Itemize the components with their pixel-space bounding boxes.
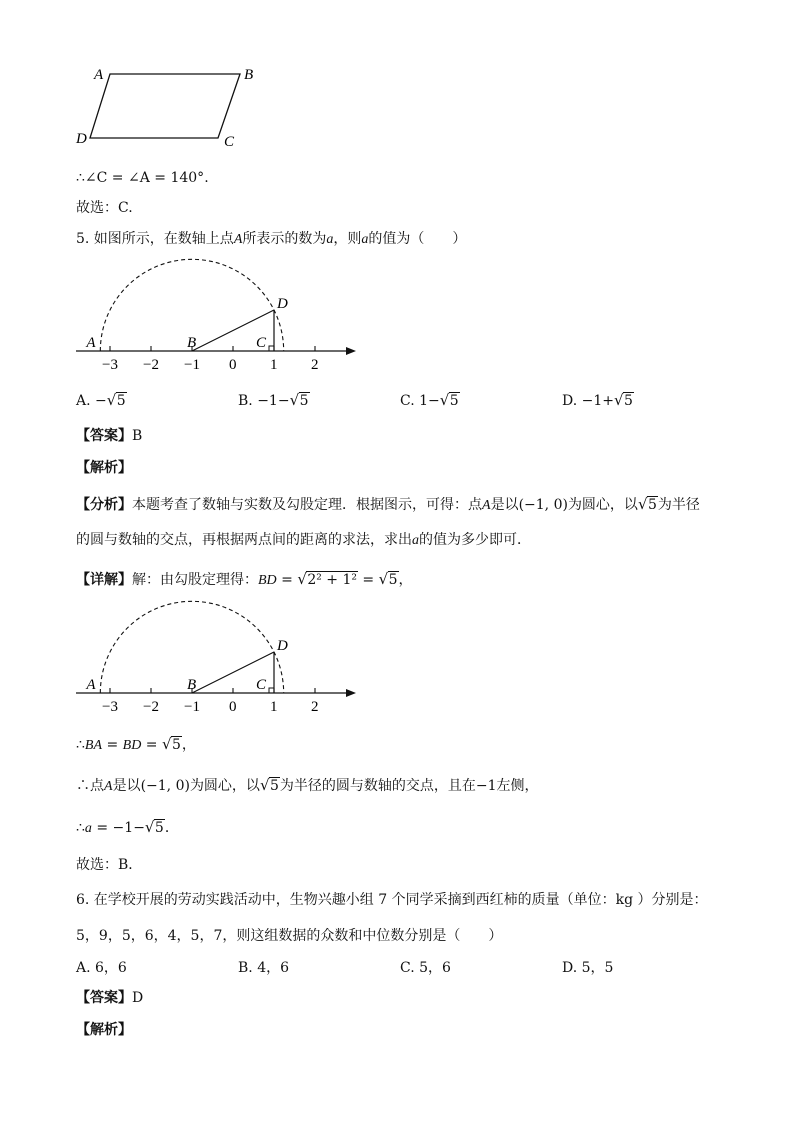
numberline-figure-2 (70, 597, 370, 717)
angle-line: ∴∠C = ∠A = 140°. (76, 170, 209, 186)
right-angle-mark (269, 688, 274, 693)
tick-label: 0 (229, 357, 237, 373)
label-d: D (76, 131, 87, 147)
tick-label: −2 (143, 699, 159, 715)
q5-stem: 5. 如图所示，在数轴上点A所表示的数为a，则a的值为（ ） (76, 231, 467, 247)
q5-fenxi-line2: 的圆与数轴的交点，再根据两点间的距离的求法，求出a的值为多少即可． (76, 532, 531, 548)
q5-option-c[interactable]: C. 1−√ 5 (400, 391, 460, 411)
point-label: B (187, 335, 197, 351)
tick-label: −1 (184, 699, 200, 715)
tick-label: −3 (102, 357, 118, 373)
tick-label: −3 (102, 699, 118, 715)
axis-arrow (346, 689, 356, 697)
q6-analysis-tag: 【解析】 (76, 1022, 132, 1038)
label-b: B (244, 67, 254, 83)
q5-option-d[interactable]: D. −1+√ 5 (562, 391, 634, 411)
label-c: C (224, 134, 235, 150)
axis-arrow (346, 347, 356, 355)
q4-choice: 故选：C. (76, 200, 133, 216)
q6-option-c[interactable]: C. 5，6 (400, 960, 451, 976)
q5-answer: 【答案】B (76, 428, 143, 444)
tick-label: −1 (184, 357, 200, 373)
q6-option-d[interactable]: D. 5，5 (562, 960, 614, 976)
tick-label: 1 (270, 699, 278, 715)
q6-answer: 【答案】D (76, 990, 144, 1006)
q5-step-3: ∴a = −1−√ 5． (76, 818, 179, 839)
label-a: A (94, 67, 104, 83)
q5-step-2: ∴点A是以(−1, 0)为圆心，以√ 5为半径的圆与数轴的交点，且在−1左侧， (76, 776, 539, 797)
tick-label: 0 (229, 699, 237, 715)
tick-label: 2 (311, 699, 319, 715)
point-label: A (86, 677, 96, 693)
point-label: D (277, 638, 288, 654)
q5-option-a[interactable]: A. −√ 5 (76, 391, 127, 411)
point-label: B (187, 677, 197, 693)
q5-option-b[interactable]: B. −1−√ 5 (238, 391, 310, 411)
point-label: C (256, 677, 267, 693)
point-label: C (256, 335, 267, 351)
q5-detail: 【详解】解：由勾股定理得：BD = √ 2² + 1² = √ 5， (76, 570, 413, 591)
q6-option-b[interactable]: B. 4，6 (238, 960, 290, 976)
q5-fenxi-line1: 【分析】本题考查了数轴与实数及勾股定理．根据图示，可得：点A是以(−1, 0)为圆心，以√ 5为半径 (76, 495, 700, 516)
parallelogram-figure (70, 60, 280, 155)
point-label: D (277, 296, 288, 312)
q5-analysis-tag: 【解析】 (76, 460, 132, 476)
q6-stem-line1: 6. 在学校开展的劳动实践活动中，生物兴趣小组 7 个同学采摘到西红柿的质量（单位：kg ）分别是： (76, 892, 708, 908)
point-label: A (86, 335, 96, 351)
q5-choice: 故选：B． (76, 857, 143, 873)
numberline-figure-1 (70, 255, 370, 375)
q5-step-1: ∴BA = BD = √ 5， (76, 735, 196, 756)
q6-stem-line2: 5，9，5，6，4，5，7，则这组数据的众数和中位数分别是（ ） (76, 928, 503, 944)
tick-label: −2 (143, 357, 159, 373)
right-angle-mark (269, 346, 274, 351)
tick-label: 2 (311, 357, 319, 373)
tick-label: 1 (270, 357, 278, 373)
q6-option-a[interactable]: A. 6，6 (76, 960, 127, 976)
